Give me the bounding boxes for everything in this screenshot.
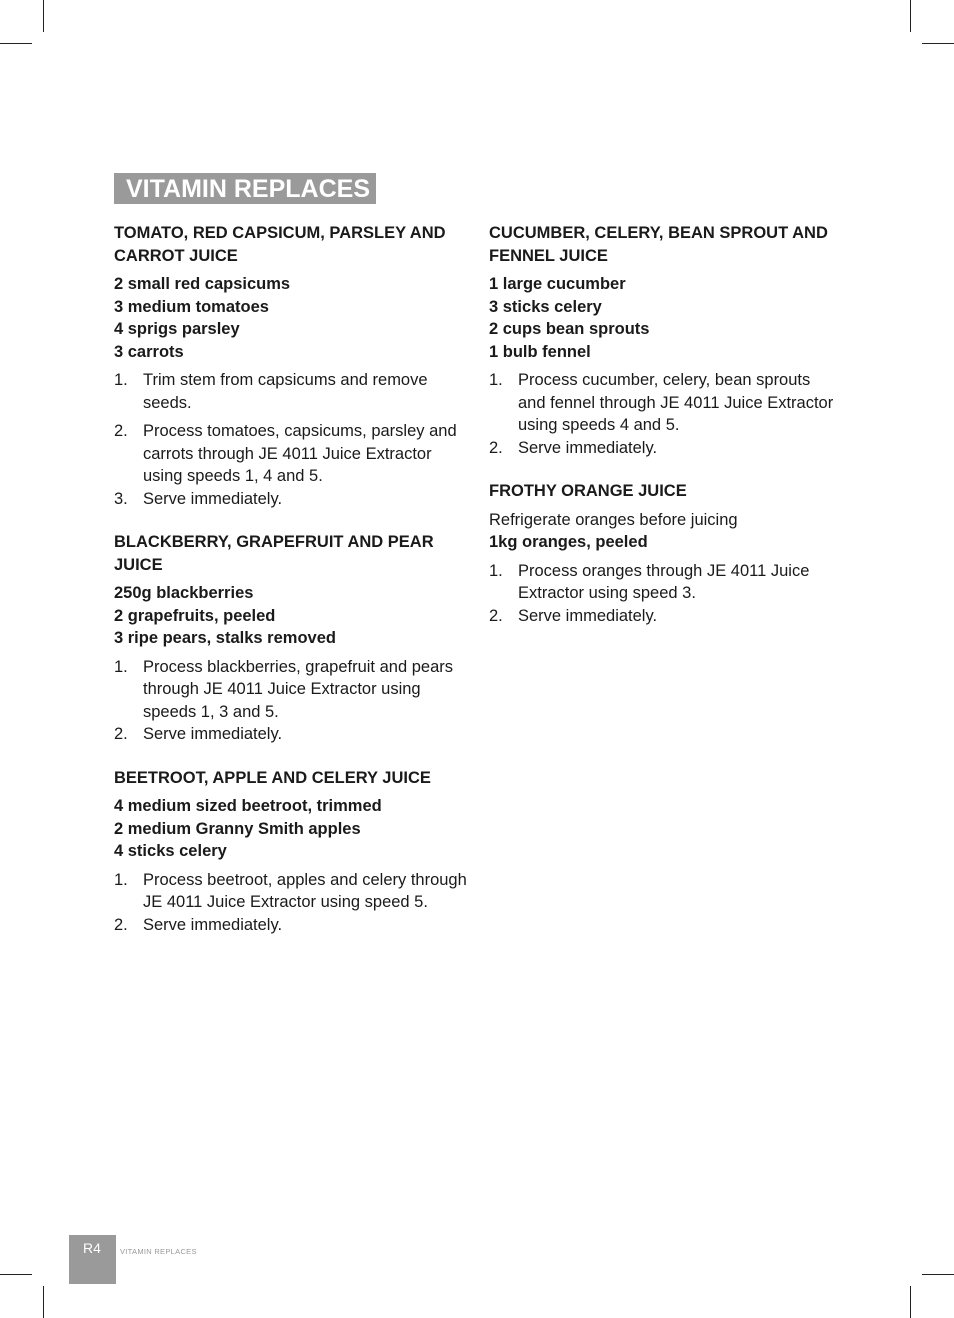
ingredient-list [489, 273, 834, 363]
page-number: R4 [83, 1240, 101, 1256]
ingredient: 2 grapefruits, peeled [114, 606, 276, 625]
recipe-blackberry-grapefruit [114, 531, 470, 746]
recipe-title: FROTHY ORANGE JUICE [489, 482, 687, 500]
recipe-tomato-capsicum [114, 222, 470, 510]
ingredient: 4 medium sized beetroot, trimmed [114, 797, 382, 815]
step-text: Process tomatoes, capsicums, parsley and carrots through JE 4011 Juice Extractor using speeds 1, 4 and 5. [143, 422, 457, 485]
recipe-title: CUCUMBER, CELERY, BEAN SPROUT AND FENNEL JUICE [489, 224, 828, 265]
recipe-title: BLACKBERRY, GRAPEFRUIT AND PEAR JUICE [114, 533, 434, 574]
step [114, 914, 470, 937]
step-text: Trim stem from capsicums and remove seeds. [143, 371, 428, 412]
ingredient: 1kg oranges, peeled [489, 533, 648, 551]
crop-mark [922, 1274, 954, 1275]
section-title: VITAMIN REPLACES [126, 175, 370, 203]
crop-mark [0, 43, 32, 44]
ingredient: 1 large cucumber [489, 275, 626, 293]
ingredient: 2 small red capsicums [114, 275, 291, 293]
step-text: Serve immediately. [143, 489, 283, 508]
ingredient: 3 carrots [114, 342, 184, 361]
ingredient: 2 medium Granny Smith apples [114, 819, 361, 838]
ingredient: 3 sticks celery [489, 297, 602, 316]
step [489, 560, 834, 605]
footer-section-label: VITAMIN REPLACES [120, 1247, 197, 1256]
ingredient: 3 ripe pears, stalks removed [114, 629, 336, 647]
ingredient-list [114, 582, 470, 650]
step-list [114, 869, 470, 937]
step-text: Process beetroot, apples and celery through JE 4011 Juice Extractor using speed 5. [143, 870, 467, 911]
step-number: 2. [114, 725, 128, 743]
crop-mark [43, 0, 44, 32]
step-number: 2. [114, 915, 128, 934]
step-number: 2. [489, 606, 503, 625]
right-column [489, 222, 834, 648]
step [114, 869, 470, 914]
recipe-beetroot-apple [114, 767, 470, 937]
crop-mark [910, 0, 911, 32]
ingredient: 3 medium tomatoes [114, 297, 269, 316]
recipe-title: TOMATO, RED CAPSICUM, PARSLEY AND CARROT JUICE [114, 224, 446, 265]
step-number: 1. [114, 371, 128, 389]
step-number: 1. [114, 870, 128, 889]
left-column [114, 222, 470, 957]
ingredient: 1 bulb fennel [489, 342, 591, 361]
ingredient: 4 sticks celery [114, 842, 227, 860]
step-list [489, 369, 834, 459]
crop-mark [910, 1286, 911, 1318]
step-text: Serve immediately. [143, 915, 283, 934]
ingredient: 2 cups bean sprouts [489, 320, 650, 338]
step-number: 2. [114, 422, 128, 440]
step [114, 723, 470, 746]
step-number: 1. [489, 371, 503, 389]
ingredient: 4 sprigs parsley [114, 320, 240, 338]
recipe-cucumber-celery [489, 222, 834, 459]
crop-mark [922, 43, 954, 44]
crop-mark [0, 1274, 32, 1275]
step-number: 2. [489, 438, 503, 457]
step-list [114, 369, 470, 510]
step-number: 1. [489, 561, 503, 580]
ingredient: 250g blackberries [114, 584, 254, 602]
step-text: Serve immediately. [518, 438, 658, 457]
recipe-frothy-orange [489, 480, 834, 627]
ingredient-list [489, 531, 834, 554]
recipe-intro: Refrigerate oranges before juicing [489, 510, 738, 529]
ingredient-list [114, 273, 470, 363]
step [114, 656, 470, 724]
step [489, 605, 834, 628]
step [114, 420, 470, 488]
step-text: Serve immediately. [518, 606, 658, 625]
step-number: 3. [114, 489, 128, 508]
step [489, 437, 834, 460]
step-list [114, 656, 470, 746]
step-list [489, 560, 834, 628]
crop-mark [43, 1286, 44, 1318]
step-text: Process oranges through JE 4011 Juice Extractor using speed 3. [518, 561, 810, 602]
step-text: Process cucumber, celery, bean sprouts and fennel through JE 4011 Juice Extractor using speeds 4 and 5. [518, 371, 834, 434]
step [489, 369, 834, 437]
step [114, 369, 470, 414]
ingredient-list [114, 795, 470, 863]
step-number: 1. [114, 657, 128, 676]
step-text: Serve immediately. [143, 725, 283, 743]
recipe-title: BEETROOT, APPLE AND CELERY JUICE [114, 768, 431, 787]
step [114, 488, 470, 511]
step-text: Process blackberries, grapefruit and pears through JE 4011 Juice Extractor using speeds 1, 3 and 5. [143, 657, 453, 721]
